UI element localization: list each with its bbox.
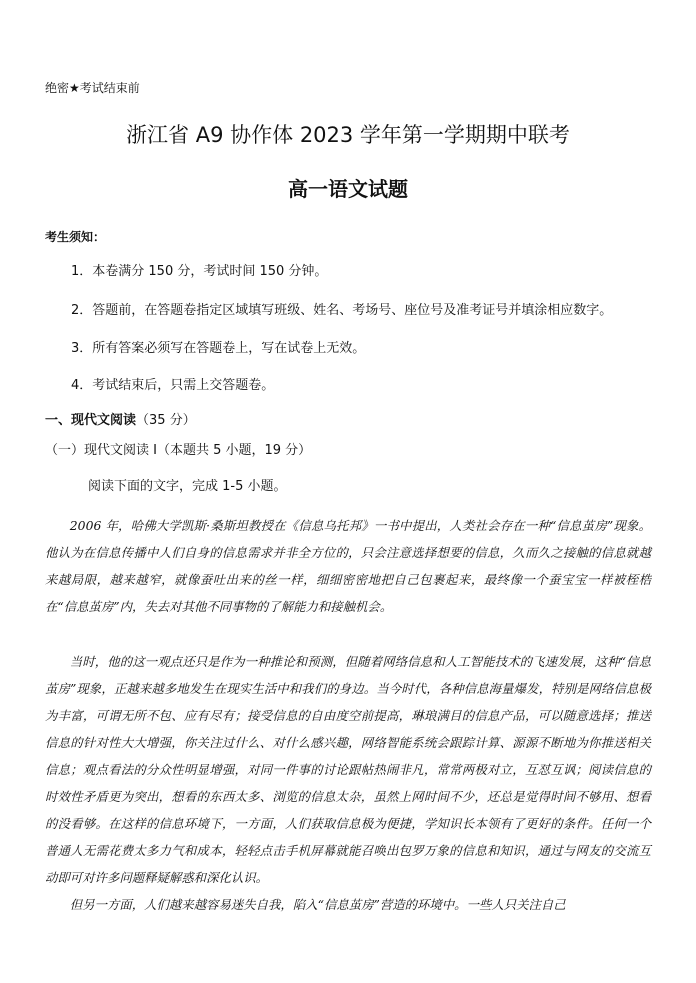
subsection-heading: （一）现代文阅读 I（本题共 5 小题，19 分）	[45, 443, 312, 458]
section-heading	[45, 411, 196, 431]
notice-heading: 考生须知：	[45, 230, 106, 244]
section-score: （35 分）	[136, 413, 196, 428]
section-heading-text: 一、现代文阅读	[45, 413, 137, 428]
notice-item-4: 4．考试结束后，只需上交答题卷。	[71, 378, 275, 393]
notice-item-3: 3．所有答案必须写在答题卷上，写在试卷上无效。	[71, 341, 366, 356]
paper-title: 高一语文试题	[288, 177, 408, 201]
reading-instruction: 阅读下面的文字，完成 1-5 小题。	[88, 479, 287, 494]
confidential-label: 绝密★考试结束前	[45, 81, 140, 95]
notice-item-2: 2．答题前，在答题卷指定区域填写班级、姓名、考场号、座位号及准考证号并填涂相应数字。	[71, 303, 613, 318]
passage-paragraph-1: 2006 年，哈佛大学凯斯·桑斯坦教授在《信息乌托邦》一书中提出，人类社会存在一种“信息茧房”现象。他认为在信息传播中人们自身的信息需求并非全方位的，只会注意选择想要的信息，久而久之接触的信息就越来越局限，越来越窄，就像蚕吐出来的丝一样，细细密密地把自己包裹起来，最终像一个蚕宝宝一样被桎梏在“信息茧房”内，失去对其他不同事物的了解能力和接触机会。	[45, 518, 651, 614]
exam-title: 浙江省 A9 协作体 2023 学年第一学期期中联考	[126, 123, 570, 147]
passage-paragraph-3: 但另一方面，人们越来越容易迷失自我，陷入“信息茧房”营造的环境中。一些人只关注自己	[69, 897, 566, 912]
notice-item-1: 1．本卷满分 150 分，考试时间 150 分钟。	[71, 264, 328, 279]
passage-paragraph-2: 当时，他的这一观点还只是作为一种推论和预测，但随着网络信息和人工智能技术的飞速发展，这种“信息茧房”现象，正越来越多地发生在现实生活中和我们的身边。当今时代，各种信息海量爆发，特别是网络信息极为丰富，可谓无所不包、应有尽有；接受信息的自由度空前提高，琳琅满目的信息产品，可以随意选择；推送信息的针对性大大增强，你关注过什么、对什么感兴趣，网络智能系统会跟踪计算、源源不断地为你推送相关信息；观点看法的分众性明显增强，对同一件事的讨论跟帖热闹非凡，常常两极对立，互怼互讽；阅读信息的时效性矛盾更为突出，想看的东西太多、浏览的信息太杂，虽然上网时间不少，还总是觉得时间不够用、想看的没看够。在这样的信息环境下，一方面，人们获取信息极为便捷，学知识长本领有了更好的条件。任何一个普通人无需花费太多力气和成本，轻轻点击手机屏幕就能召唤出包罗万象的信息和知识，通过与网友的交流互动即可对许多问题释疑解惑和深化认识。	[45, 654, 651, 885]
